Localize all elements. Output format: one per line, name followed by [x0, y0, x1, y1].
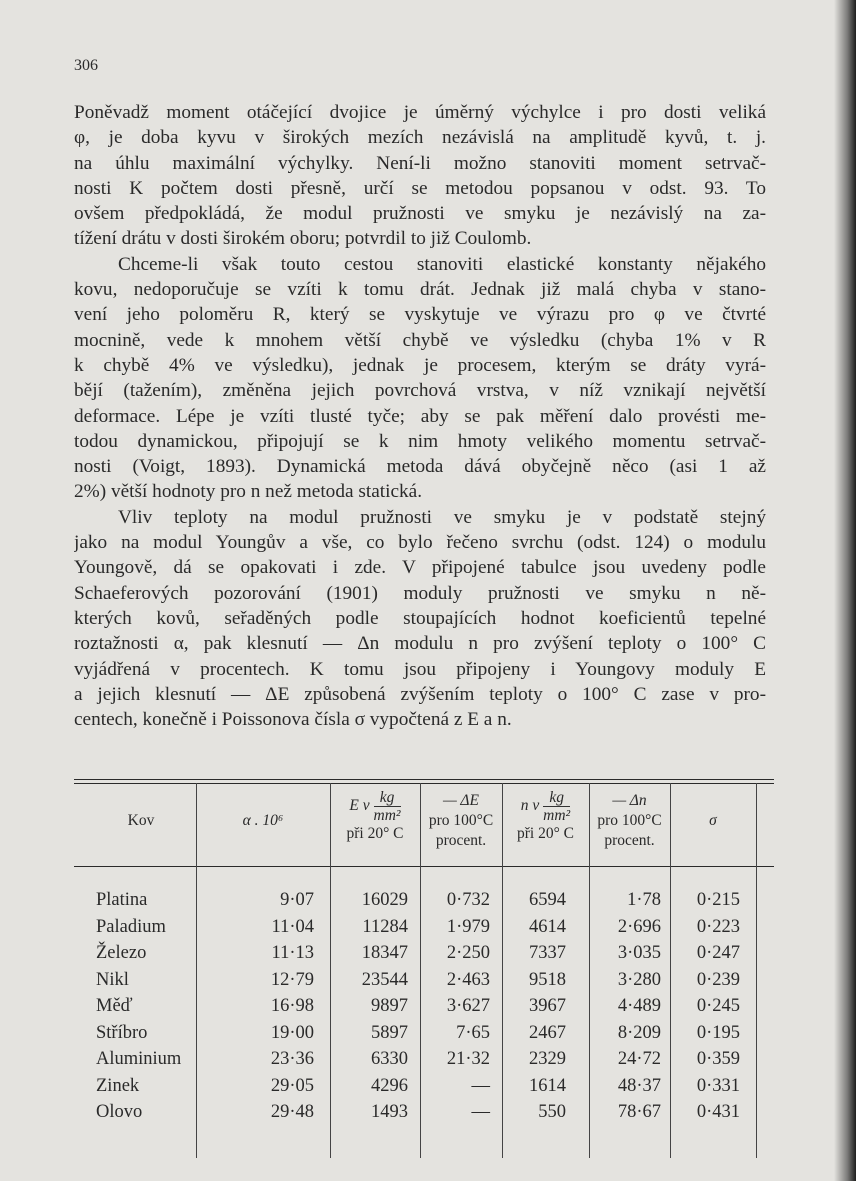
header-e-numerator: kg — [374, 789, 401, 807]
cell-kov: Měď — [96, 996, 133, 1016]
cell-dn: 4·489 — [617, 996, 661, 1016]
cell-alpha: 29·48 — [270, 1102, 314, 1122]
table-row — [74, 1046, 774, 1073]
header-e-fraction — [374, 789, 401, 824]
cell-sigma: 0·239 — [696, 969, 740, 990]
table-top-rule — [74, 779, 774, 780]
cell-alpha: 11·13 — [271, 943, 314, 963]
text-line: Schaeferových pozorování (1901) moduly pružnosti ve smyku n ně- — [74, 582, 766, 604]
text-line: kovu, nedoporučuje se vzíti k tomu drát. Jednak již malá chyba v stano- — [74, 279, 766, 301]
cell-de: — — [471, 1075, 490, 1096]
cell-de: 21·32 — [446, 1049, 490, 1069]
body-text — [74, 100, 766, 732]
table-row — [74, 1020, 774, 1047]
header-dn — [589, 791, 670, 851]
cell-dn: 78·67 — [617, 1102, 661, 1122]
cell-sigma: 0·331 — [696, 1075, 740, 1096]
page-edge-shadow — [834, 0, 856, 1181]
text-line: mocnině, vede k mnohem větší chybě ve výsledku (chyba 1% v R — [74, 329, 766, 351]
text-line: Poněvadž moment otáčející dvojice je úměrný výchylce i pro dosti veliká — [74, 102, 766, 123]
cell-de: 7·65 — [456, 1022, 490, 1043]
text-line: vyjádřená v procentech. K tomu jsou připojeny i Youngovy moduly E — [74, 658, 766, 680]
header-dn-symbol: — Δn — [612, 792, 647, 809]
cell-sigma: 0·223 — [696, 916, 740, 937]
cell-e: 23544 — [361, 969, 408, 990]
text-line: kterých kovů, seřaděných podle stoupajících hodnot koeficientů tepelné — [74, 607, 766, 629]
table-row — [74, 887, 774, 914]
cell-e: 4296 — [371, 1075, 408, 1096]
table-row — [74, 1099, 774, 1126]
header-n-fraction — [543, 789, 570, 824]
cell-n: 2467 — [529, 1022, 566, 1043]
text-line: nosti (Voigt, 1893). Dynamická metoda dává obyčejně něco (asi 1 až — [74, 456, 766, 478]
header-dn-pct: procent. — [604, 832, 655, 849]
cell-de: 0·732 — [446, 890, 490, 910]
text-line: tížení drátu v dosti širokém oboru; potvrdil to již Coulomb. — [74, 228, 532, 250]
header-de-pct: procent. — [435, 832, 487, 849]
table-row — [74, 940, 774, 967]
header-e — [330, 789, 420, 844]
cell-dn: 1·78 — [627, 890, 661, 910]
cell-sigma: 0·195 — [696, 1022, 740, 1043]
header-n-denominator: mm² — [543, 807, 571, 824]
cell-dn: 24·72 — [617, 1049, 661, 1069]
cell-kov: Stříbro — [96, 1022, 148, 1043]
cell-n: 2329 — [529, 1049, 566, 1069]
cell-dn: 2·696 — [617, 916, 661, 937]
text-line: jako na modul Youngův a vše, co bylo řečeno svrchu (odst. 124) o modulu — [74, 532, 766, 554]
cell-e: 1493 — [371, 1102, 408, 1122]
cell-alpha: 11·04 — [271, 916, 314, 937]
table-row — [74, 914, 774, 941]
cell-alpha: 19·00 — [270, 1022, 314, 1043]
cell-n: 7337 — [529, 943, 566, 963]
text-line: roztažnosti α, pak klesnutí — Δn modulu n pro zvýšení teploty o 100° C — [74, 633, 766, 655]
cell-kov: Platina — [96, 890, 148, 910]
cell-n: 550 — [538, 1102, 566, 1122]
cell-de: 2·250 — [446, 943, 490, 963]
cell-n: 4614 — [529, 916, 566, 937]
header-dn-pro: pro 100°C — [597, 812, 662, 829]
header-sigma — [670, 811, 756, 831]
header-de-symbol: — ΔE — [443, 792, 479, 809]
cell-dn: 3·280 — [617, 969, 661, 990]
cell-e: 16029 — [361, 890, 408, 910]
text-line: a jejich klesnutí — ΔE způsobená zvýšením teploty o 100° C zase v pro- — [74, 683, 766, 705]
cell-e: 6330 — [371, 1049, 408, 1069]
table-row — [74, 967, 774, 994]
text-line: vení jeho poloměru R, který se vyskytuje ve výrazu pro φ ve čtvrté — [74, 304, 766, 326]
header-de — [420, 791, 502, 851]
cell-de: — — [471, 1102, 490, 1122]
table-top-rule-inner — [74, 783, 774, 784]
header-n-numerator: kg — [543, 789, 570, 807]
cell-kov: Paladium — [96, 916, 166, 937]
header-kov: Kov — [127, 812, 155, 829]
header-n-temp: při 20° C — [516, 825, 574, 842]
cell-n: 9518 — [529, 969, 566, 990]
header-n-symbol: n v — [520, 797, 540, 815]
header-e-temp: při 20° C — [346, 825, 404, 842]
text-line: centech, konečně i Poissonova čísla σ vypočtená z E a n. — [74, 709, 512, 731]
cell-kov: Zinek — [96, 1075, 140, 1096]
cell-dn: 8·209 — [617, 1022, 661, 1043]
text-line: deformace. Lépe je vzíti tlusté tyče; aby se pak měření dalo provésti me- — [74, 405, 766, 427]
cell-e: 5897 — [371, 1022, 408, 1043]
cell-n: 6594 — [529, 890, 566, 910]
text-line: φ, je doba kyvu v širokých mezích nezávislá na amplitudě kyvů, t. j. — [74, 127, 766, 149]
header-e-unit — [330, 789, 420, 824]
text-line: bějí (tažením), změněna jejich povrchová vrstva, v níž vznikají největší — [74, 380, 766, 402]
header-n-unit — [502, 789, 589, 824]
cell-n: 3967 — [529, 996, 566, 1016]
header-de-pro: pro 100°C — [428, 812, 494, 829]
text-line: Youngově, dá se opakovati i zde. V připojené tabulce jsou uvedeny podle — [74, 557, 766, 579]
header-n — [502, 789, 589, 844]
header-e-denominator: mm² — [373, 807, 401, 824]
text-line: todou dynamickou, připojují se k nim hmoty velikého momentu setrvač- — [74, 430, 766, 452]
header-alpha — [196, 811, 330, 831]
cell-kov: Železo — [96, 943, 147, 963]
cell-sigma: 0·431 — [696, 1102, 740, 1122]
cell-sigma: 0·247 — [696, 943, 740, 963]
cell-e: 9897 — [371, 996, 408, 1016]
cell-de: 2·463 — [446, 969, 490, 990]
cell-sigma: 0·215 — [696, 890, 740, 910]
cell-de: 3·627 — [446, 996, 490, 1016]
cell-dn: 3·035 — [617, 943, 661, 963]
table-row — [74, 1073, 774, 1100]
cell-dn: 48·37 — [617, 1075, 661, 1096]
table-header-rule — [74, 866, 774, 867]
table-row — [74, 993, 774, 1020]
text-line: nosti K počtem dosti přesně, určí se metodou popsanou v odst. 93. To — [74, 177, 766, 199]
cell-alpha: 29·05 — [270, 1075, 314, 1096]
cell-alpha: 12·79 — [270, 969, 314, 990]
header-alpha-text: α . 10⁶ — [242, 812, 284, 829]
cell-kov: Olovo — [96, 1102, 143, 1122]
cell-e: 18347 — [361, 943, 408, 963]
cell-kov: Aluminium — [96, 1049, 182, 1069]
cell-sigma: 0·359 — [696, 1049, 740, 1069]
cell-n: 1614 — [529, 1075, 566, 1096]
cell-sigma: 0·245 — [696, 996, 740, 1016]
cell-de: 1·979 — [446, 916, 490, 937]
cell-alpha: 16·98 — [270, 996, 314, 1016]
text-line: 2%) větší hodnoty pro n než metoda statická. — [74, 481, 423, 503]
text-line: ovšem předpokládá, že modul pružnosti ve smyku je nezávislý na za- — [74, 203, 766, 225]
text-line: Vliv teploty na modul pružnosti ve smyku je v podstatě stejný — [118, 506, 766, 528]
header-sigma-text: σ — [709, 812, 717, 829]
text-line: k chybě 4% ve výsledku), jednak je procesem, kterým se dráty vyrá- — [74, 354, 766, 376]
page-number: 306 — [74, 57, 98, 74]
cell-alpha: 9·07 — [280, 890, 314, 910]
text-line: Chceme-li však touto cestou stanoviti elastické konstanty nějakého — [118, 253, 766, 275]
text-line: na úhlu maximální výchylky. Není-li možno stanoviti moment setrvač- — [74, 152, 766, 174]
header-e-symbol: E v — [349, 797, 370, 815]
cell-e: 11284 — [362, 916, 408, 937]
cell-alpha: 23·36 — [270, 1049, 314, 1069]
cell-kov: Nikl — [96, 969, 129, 990]
